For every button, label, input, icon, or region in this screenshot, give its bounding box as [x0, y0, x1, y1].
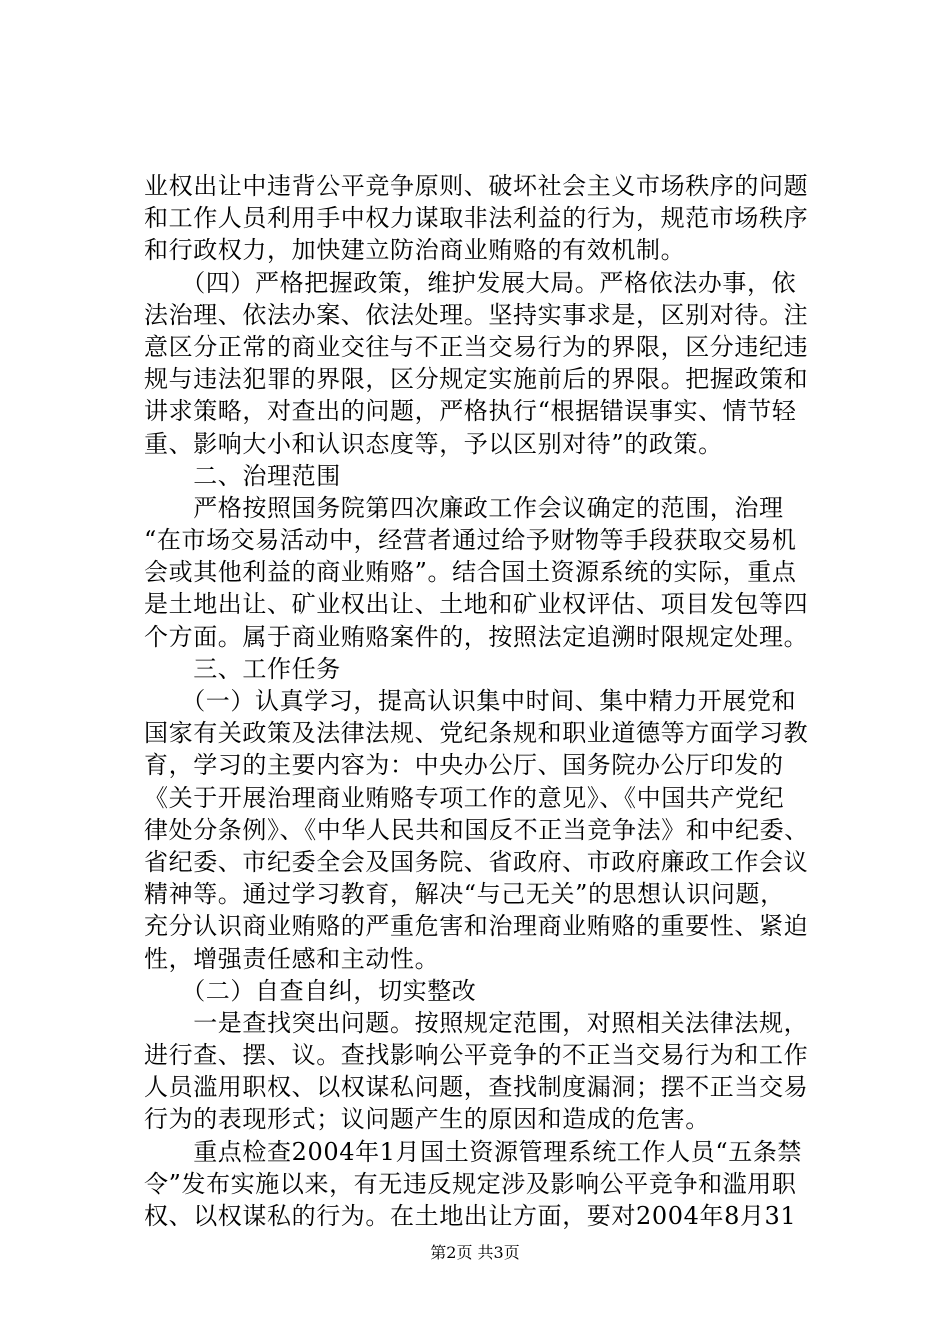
body-line: 行为的表现形式；议问题产生的原因和造成的危害。	[144, 1105, 710, 1134]
body-line: “在市场交易活动中，经营者通过给予财物等手段获取交易机	[144, 526, 797, 555]
subsection-heading: （二）自查自纠，切实整改	[144, 976, 477, 1005]
body-line: 育，学习的主要内容为：中央办公厅、国务院办公厅印发的	[144, 751, 784, 780]
body-line: 个方面。属于商业贿赂案件的，按照法定追溯时限规定处理。	[144, 622, 809, 651]
body-line: 会或其他利益的商业贿赂”。结合国土资源系统的实际，重点	[144, 558, 797, 587]
body-line: 《关于开展治理商业贿赂专项工作的意见》、《中国共产党纪	[144, 783, 785, 812]
body-line: 进行查、摆、议。查找影响公平竞争的不正当交易行为和工作	[144, 1041, 809, 1070]
body-line: 意区分正常的商业交往与不正当交易行为的界限，区分违纪违	[144, 332, 809, 361]
document-body	[144, 170, 834, 1232]
body-line: （一）认真学习，提高认识集中时间、集中精力开展党和	[144, 687, 797, 715]
body-line: 令”发布实施以来，有无违反规定涉及影响公平竞争和滥用职	[144, 1169, 797, 1198]
body-line: 人员滥用职权、以权谋私问题，查找制度漏洞；摆不正当交易	[144, 1073, 809, 1102]
body-line: 精神等。通过学习教育，解决“与己无关”的思想认识问题，	[144, 880, 785, 909]
body-line: 充分认识商业贿赂的严重危害和治理商业贿赂的重要性、紧迫	[144, 912, 809, 941]
body-line: 讲求策略，对查出的问题，严格执行“根据错误事实、情节轻	[144, 397, 797, 426]
body-line: 和行政权力，加快建立防治商业贿赂的有效机制。	[144, 236, 686, 265]
body-line: 和工作人员利用手中权力谋取非法利益的行为，规范市场秩序	[144, 204, 809, 233]
body-line: 重、影响大小和认识态度等，予以区别对待”的政策。	[144, 429, 723, 458]
page-number-footer: 第2页 共3页	[430, 1243, 520, 1262]
body-line: 一是查找突出问题。按照规定范围，对照相关法律法规，	[144, 1008, 809, 1037]
body-line: 规与违法犯罪的界限，区分规定实施前后的界限。把握政策和	[144, 365, 809, 394]
body-line: （四）严格把握政策，维护发展大局。严格依法办事，依	[144, 268, 797, 297]
body-line: 业权出让中违背公平竞争原则、破坏社会主义市场秩序的问题	[144, 172, 809, 200]
body-line: 权、以权谋私的行为。在土地出让方面，要对2004年8月31	[144, 1202, 797, 1230]
body-line: 国家有关政策及法律法规、党纪条规和职业道德等方面学习教	[144, 719, 809, 748]
body-line: 严格按照国务院第四次廉政工作会议确定的范围，治理	[144, 493, 784, 522]
body-line: 性，增强责任感和主动性。	[144, 944, 440, 973]
section-heading: 二、治理范围	[144, 461, 341, 490]
body-line: 是土地出让、矿业权出让、土地和矿业权评估、项目发包等四	[144, 590, 809, 619]
section-heading: 三、工作任务	[144, 654, 341, 683]
body-line: 省纪委、市纪委全会及国务院、省政府、市政府廉政工作会议	[144, 847, 809, 876]
body-line: 律处分条例》、《中华人民共和国反不正当竞争法》和中纪委、	[144, 815, 809, 844]
body-line: 重点检查2004年1月国土资源管理系统工作人员“五条禁	[144, 1137, 803, 1166]
body-line: 法治理、依法办案、依法处理。坚持实事求是，区别对待。注	[144, 300, 809, 329]
